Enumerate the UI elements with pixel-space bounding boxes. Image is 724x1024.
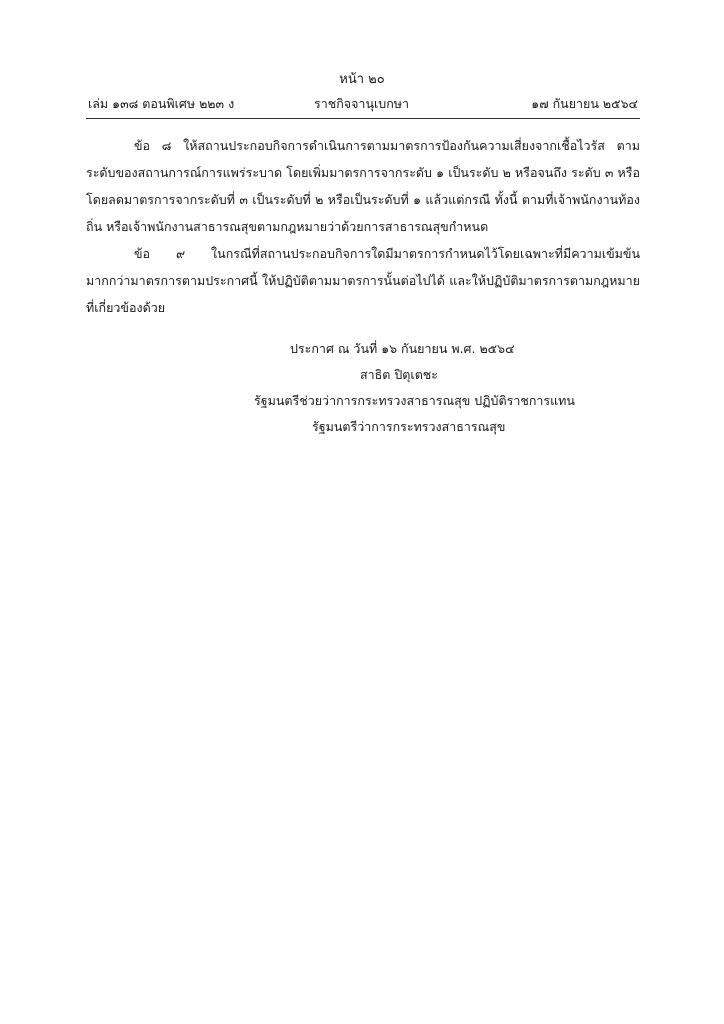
signature-block bbox=[220, 336, 640, 440]
clause-9: ข้อ ๙ ในกรณีที่สถานประกอบกิจการใดมีมาตรการกำหนดไว้โดยเฉพาะที่มีความเข้มข้น มากกว่ามาตรการตามประกาศนี้ ให้ปฏิบัติตามมาตรการนั้นต่อไปได้ และให้ปฏิบัติมาตรการตามกฎหมาย ที่เกี่ยวข้องด้วย bbox=[86, 246, 640, 315]
document-body bbox=[86, 132, 640, 321]
header-rule bbox=[86, 118, 640, 119]
gazette-name: ราชกิจจานุเบกษา bbox=[314, 96, 410, 111]
page-number: หน้า ๒๐ bbox=[339, 72, 385, 87]
signer-title: รัฐมนตรีช่วยว่าการกระทรวงสาธารณสุข ปฏิบัติราชการแทน bbox=[254, 393, 575, 408]
on-behalf-of: รัฐมนตรีว่าการกระทรวงสาธารณสุข bbox=[312, 419, 506, 434]
volume-issue: เล่ม ๑๓๘ ตอนพิเศษ ๒๒๓ ง bbox=[88, 96, 235, 111]
clause-8: ข้อ ๘ ให้สถานประกอบกิจการดำเนินการตามมาตรการป้องกันความเสี่ยงจากเชื้อไวรัส ตามระดับของสถานการณ์การแพร่ระบาด โดยเพิ่มมาตรการจากระดับ ๑ เป็นระดับ ๒ หรือจนถึง ระดับ ๓ หรือโดยลดมาตรการจากระดับที่ ๓ เป็นระดับที่ ๒ หรือเป็นระดับที่ ๑ แล้วแต่กรณี ทั้งนี้ ตามที่เจ้าพนักงานท้องถิ่น หรือเจ้าพนักงานสาธารณสุขตามกฎหมายว่าด้วยการสาธารณสุขกำหนด bbox=[86, 138, 640, 234]
announced-date: ประกาศ ณ วันที่ ๑๖ กันยายน พ.ศ. ๒๕๖๔ bbox=[290, 341, 515, 356]
signer-name: สาธิต ปิตุเตชะ bbox=[360, 367, 439, 382]
gazette-header bbox=[88, 94, 638, 114]
gazette-date: ๑๗ กันยายน ๒๕๖๔ bbox=[531, 96, 638, 111]
